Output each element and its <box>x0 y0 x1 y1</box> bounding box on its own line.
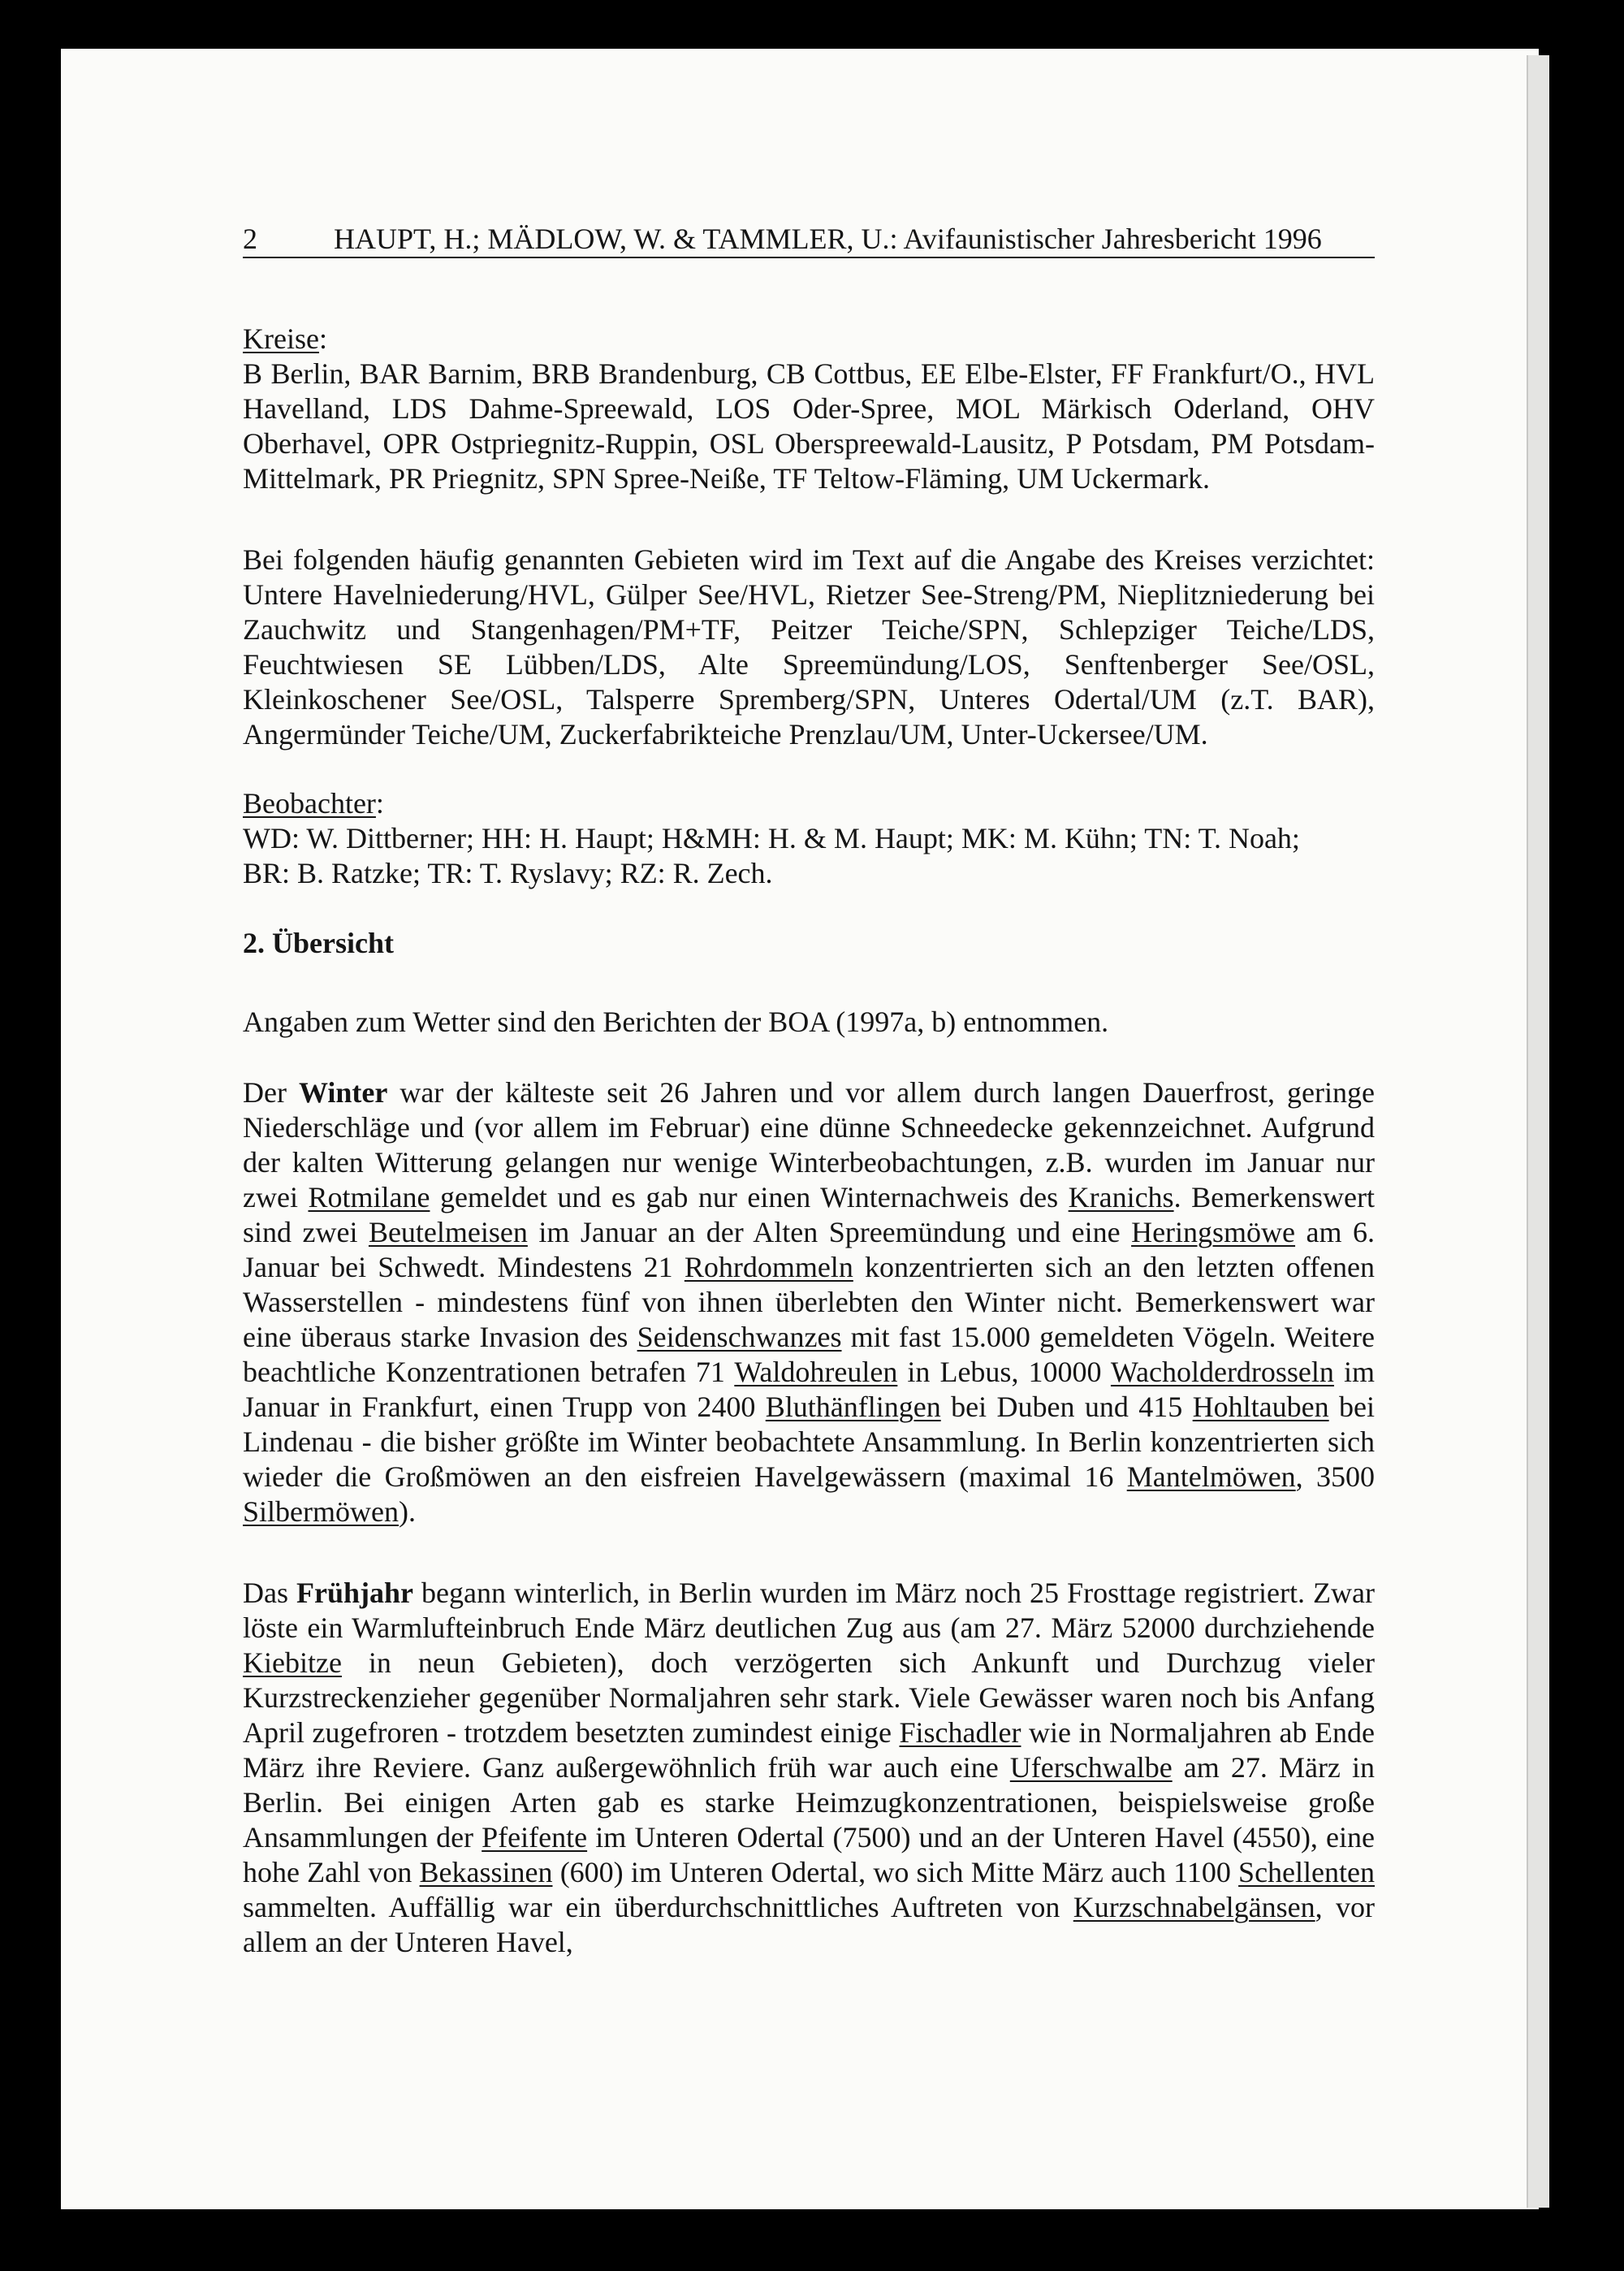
species-heringsmoewe: Heringsmöwe <box>1131 1216 1296 1248</box>
species-rotmilan: Rotmilane <box>308 1181 430 1213</box>
beobachter-line-1: WD: W. Dittberner; HH: H. Haupt; H&MH: H. & M. Haupt; MK: M. Kühn; TN: T. Noah; <box>243 822 1300 854</box>
next-page-edge <box>1527 55 1549 2208</box>
species-waldohreule: Waldohreulen <box>734 1356 898 1388</box>
species-rohrdommel: Rohrdommeln <box>684 1251 853 1283</box>
section-heading: 2. Übersicht <box>243 927 394 959</box>
species-wacholderdrossel: Wacholderdrosseln <box>1110 1356 1334 1388</box>
species-silbermoewe: Silbermöwen <box>243 1495 399 1528</box>
species-bluthaenfling: Bluthänflingen <box>765 1391 941 1423</box>
species-kranich: Kranichs <box>1068 1181 1174 1213</box>
species-mantelmoewe: Mantelmöwen <box>1126 1460 1296 1493</box>
species-beutelmeise: Beutelmeisen <box>368 1216 528 1248</box>
fruehjahr-paragraph: Das Frühjahr begann winterlich, in Berlin wurden im März noch 25 Frosttage registriert. Zwar löste ein Warmlufteinbruch Ende März deutlichen Zug aus (am 27. März 52000 durchziehende Kiebitze in neun Gebieten), doch verzögerten sich Ankunft und Durchzug vieler Kurzstreckenzieher gegenüber Normaljahren sehr stark. Viele Gewässer waren noch bis Anfang April zugefroren - trotzdem besetzten zumindest einige Fischadler wie in Normaljahren ab Ende März ihre Reviere. Ganz außergewöhnlich früh war auch eine Uferschwalbe am 27. März in Berlin. Bei einigen Arten gab es starke Heimzugkonzentrationen, beispielsweise große Ansammlungen der Pfeifente im Unteren Odertal (7500) und an der Unteren Havel (4550), eine hohe Zahl von Bekassinen (600) im Unteren Odertal, wo sich Mitte März auch 1100 Schellenten sammelten. Auffällig war ein überdurchschnittliches Auftreten von Kurzschnabelgänsen, vor allem an der Unteren Havel, <box>243 1577 1376 1958</box>
species-uferschwalbe: Uferschwalbe <box>1009 1751 1173 1784</box>
species-pfeifente: Pfeifente <box>482 1821 588 1854</box>
running-header <box>243 221 1375 258</box>
species-kiebitz: Kiebitze <box>243 1646 342 1679</box>
beobachter-block: Beobachter: WD: W. Dittberner; HH: H. Haupt; H&MH: H. & M. Haupt; MK: M. Kühn; TN: T. Noah; BR: B. Ratzke; TR: T. Ryslavy; RZ: R. Zech. <box>243 786 1375 891</box>
species-hohltaube: Hohltauben <box>1192 1391 1329 1423</box>
gebiete-paragraph <box>243 543 1375 752</box>
section-heading-block <box>243 926 1375 961</box>
species-kurzschnabelgans: Kurzschnabelgänsen <box>1073 1891 1315 1923</box>
kreise-label: Kreise <box>243 322 319 355</box>
fruehjahr-keyword: Frühjahr <box>296 1577 414 1609</box>
weather-intro-text: Angaben zum Wetter sind den Berichten der BOA (1997a, b) entnommen. <box>243 1006 1109 1038</box>
species-seidenschwanz: Seidenschwanzes <box>637 1321 842 1353</box>
species-fischadler: Fischadler <box>899 1716 1021 1749</box>
page-number: 2 <box>243 223 257 255</box>
species-schellente: Schellenten <box>1238 1856 1375 1888</box>
gebiete-text: Bei folgenden häufig genannten Gebieten wird im Text auf die Angabe des Kreises verzichtet: Untere Havelniederung/HVL, Gülper See/HVL, Rietzer See-Streng/PM, Nieplitzniederung bei Zauchwitz und Stangenhagen/PM+TF, Peitzer Teiche/SPN, Schlepziger Teiche/LDS, Feuchtwiesen SE Lübben/LDS, Alte Spreemündung/LOS, Senftenberger See/OSL, Kleinkoschener See/OSL, Talsperre Spremberg/SPN, Unteres Odertal/UM (z.T. BAR), Angermünder Teiche/UM, Zuckerfabrikteiche Prenzlau/UM, Unter-Uckersee/UM. <box>243 543 1375 751</box>
winter-paragraph: Der Winter war der kälteste seit 26 Jahren und vor allem durch langen Dauerfrost, geringe Niederschläge und (vor allem im Februar) eine dünne Schneedecke gekennzeichnet. Aufgrund der kalten Witterung gelangen nur wenige Winterbeobachtungen, z.B. wurden im Januar nur zwei Rotmilane gemeldet und es gab nur einen Winternachweis des Kranichs. Bemerkenswert sind zwei Beutelmeisen im Januar an der Alten Spreemündung und eine Heringsmöwe am 6. Januar bei Schwedt. Mindestens 21 Rohrdommeln konzentrierten sich an den letzten offenen Wasserstellen - mindestens fünf von ihnen überlebten den Winter nicht. Bemerkenswert war eine überaus starke Invasion des Seidenschwanzes mit fast 15.000 gemeldeten Vögeln. Weitere beachtliche Konzentrationen betrafen 71 Waldohreulen in Lebus, 10000 Wacholderdrosseln im Januar in Frankfurt, einen Trupp von 2400 Bluthänflingen bei Duben und 415 Hohltauben bei Lindenau - die bisher größte im Winter beobachtete Ansammlung. In Berlin konzentrierten sich wieder die Großmöwen an den eisfreien Havelgewässern (maximal 16 Mantelmöwen, 3500 Silbermöwen). <box>243 1076 1376 1528</box>
kreise-block: Kreise: B Berlin, BAR Barnim, BRB Brandenburg, CB Cottbus, EE Elbe-Elster, FF Frankfurt/O., HVL Havelland, LDS Dahme-Spreewald, LOS Oder-Spree, MOL Märkisch Oderland, OHV Oberhavel, OPR Ostpriegnitz-Ruppin, OSL Oberspreewald-Lausitz, P Potsdam, PM Potsdam-Mittelmark, PR Priegnitz, SPN Spree-Neiße, TF Teltow-Fläming, UM Uckermark. <box>243 322 1375 495</box>
winter-keyword: Winter <box>298 1076 388 1109</box>
header-title: HAUPT, H.; MÄDLOW, W. & TAMMLER, U.: Avifaunistischer Jahresbericht 1996 <box>334 223 1322 255</box>
beobachter-line-2: BR: B. Ratzke; TR: T. Ryslavy; RZ: R. Zech. <box>243 857 773 889</box>
species-bekassine: Bekassinen <box>419 1856 553 1888</box>
kreise-text: B Berlin, BAR Barnim, BRB Brandenburg, CB Cottbus, EE Elbe-Elster, FF Frankfurt/O., HVL Havelland, LDS Dahme-Spreewald, LOS Oder-Spree, MOL Märkisch Oderland, OHV Oberhavel, OPR Ostpriegnitz-Ruppin, OSL Oberspreewald-Lausitz, P Potsdam, PM Potsdam-Mittelmark, PR Priegnitz, SPN Spree-Neiße, TF Teltow-Fläming, UM Uckermark. <box>243 357 1375 495</box>
beobachter-label: Beobachter <box>243 787 376 820</box>
weather-intro <box>243 1005 1375 1040</box>
